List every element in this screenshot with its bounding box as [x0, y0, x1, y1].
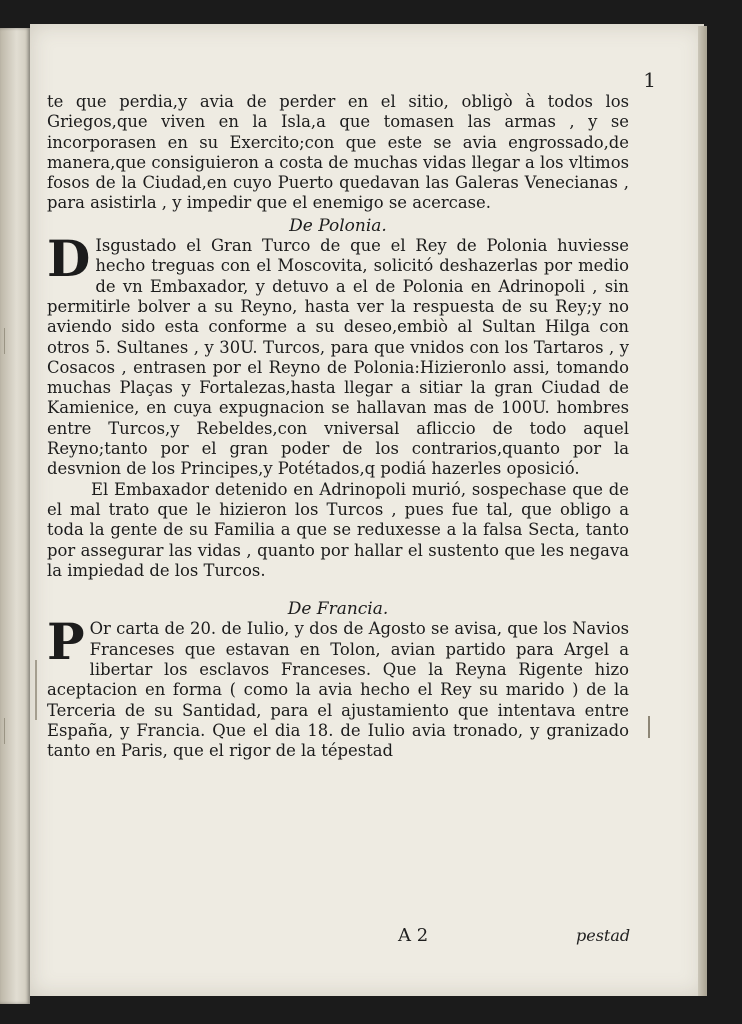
page-thickness-edge	[698, 26, 707, 996]
drop-cap: D	[47, 229, 91, 289]
catchword: pestad	[576, 926, 631, 945]
paragraph-continuation: te que perdia,y avia de perder en el sitio, obligò à todos los Griegos,que viven en la Isla,a que tomasen las armas , y se incorporasen en su Exercito;con que este se avia engrossado,de manera,que consiguieron a costa de muchas vidas llegar a los vltimos fosos de la Ciudad,en cuyo Puerto quedavan las Galeras Venecianas , para asistirla , y impedir que el enemigo se acercase.	[47, 92, 629, 213]
adjacent-page-edge	[0, 28, 30, 1004]
folio-number: 1	[643, 68, 656, 92]
paragraph-embaxador: El Embaxador detenido en Adrinopoli murió, sospechase que de el mal trato que le hizieron los Turcos , pues fue tal, que obligo a toda la gente de su Familia a que se reduxesse a la falsa Secta, tanto por assegurar las vidas , quanto por hallar el sustento que les negava la impiedad de los Turcos.	[47, 479, 629, 580]
signature-mark: A 2	[398, 925, 429, 946]
drop-cap: P	[47, 612, 85, 672]
paragraph-polonia-text: Isgustado el Gran Turco de que el Rey de Polonia huviesse hecho treguas con el Moscovita, solicitó deshazerlas por medio de vn Embaxador, y detuvo a el de Polonia en Adrinopoli , sin permitirle bolver a su Reyno, hasta ver la respuesta de su Rey;y no aviendo sido esta conforme a su deseo,embiò al Sultan Hilga con otros 5. Sultanes , y 30U. Turcos, para que vnidos con los Tartaros , y Cosacos , entrasen por el Reyno de Polonia:Hizieronlo assi, tomando muchas Plaças y Fortalezas,hasta llegar a sitiar la gran Ciudad de Kamienice, en cuya expugnacion se hallavan mas de 100U. hombres entre Turcos,y Rebeldes,con vniversal afliccio de todo aquel Reyno;tanto por el gran poder de los contrarios,quanto por la desvnion de los Principes,y Potétados,q podiá hazerles oposició.	[47, 236, 629, 479]
page-edge-mark	[4, 718, 13, 744]
paragraph-francia	[47, 612, 629, 761]
margin-mark	[35, 660, 37, 720]
page-edge-mark	[4, 328, 13, 354]
paragraph-francia-text: Or carta de 20. de Iulio, y dos de Agosto se avisa, que los Navios Franceses que estavan en Tolon, avian partido para Argel a libertar los esclavos Franceses. Que la Reyna Rigente hizo aceptacion en forma ( como la avia hecho el Rey su marido ) de la Terceria de su Santidad, para el ajustamiento que intentava entre España, y Francia. Que el dia 18. de Iulio avia tronado, y granizado tanto en Paris, que el rigor de la tépestad	[47, 619, 629, 761]
section-heading-polonia: De Polonia.	[289, 215, 387, 236]
page-text	[47, 92, 629, 762]
paragraph-polonia	[47, 229, 629, 480]
margin-mark	[648, 716, 650, 738]
section-heading-francia: De Francia.	[287, 599, 389, 620]
